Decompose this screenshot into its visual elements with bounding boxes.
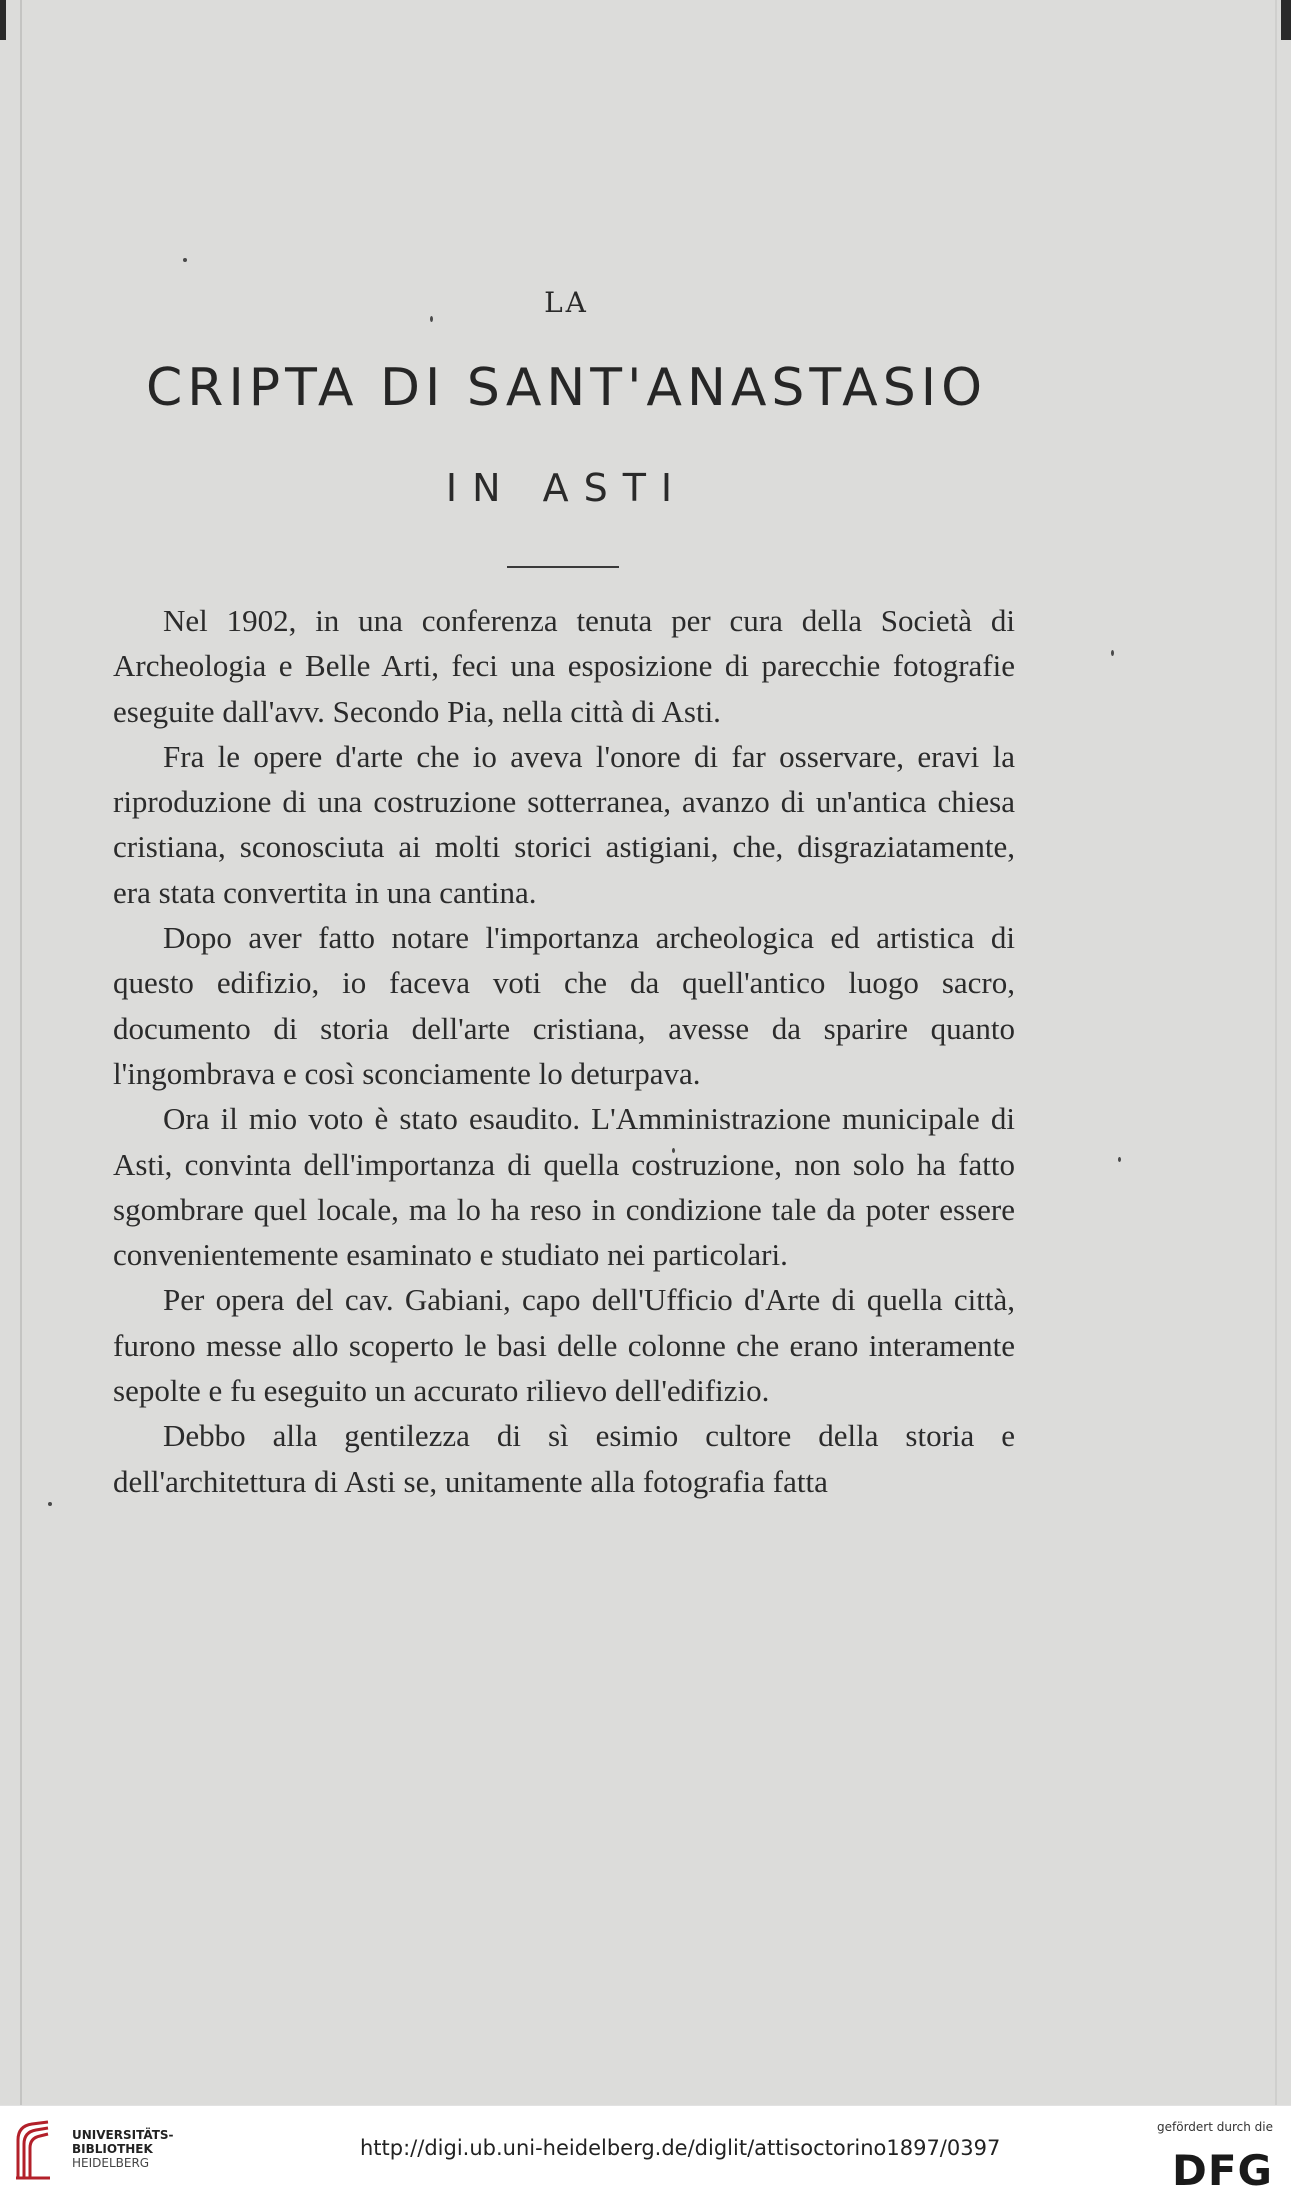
library-name-line: BIBLIOTHEK	[72, 2142, 153, 2156]
paper-speck	[1118, 1157, 1121, 1162]
permalink[interactable]: http://digi.ub.uni-heidelberg.de/diglit/attisoctorino1897/0397	[360, 2136, 1001, 2160]
paragraph: Fra le opere d'arte che io aveva l'onore di far osservare, eravi la riproduzione di una costruzione sotterranea, avanzo di un'antica chiesa cristiana, sconosciuta ai molti storici astigiani, che, disgraziatamente, era stata convertita in una cantina.	[113, 738, 1015, 910]
scan-corner-left	[0, 0, 6, 40]
library-name	[72, 2128, 174, 2170]
paragraph: Nel 1902, in una conferenza tenuta per cura della Società di Archeologia e Belle Arti, feci una esposizione di parecchie fotografie eseguite dall'avv. Secondo Pia, nella città di Asti.	[113, 603, 1015, 729]
scan-corner-right	[1281, 0, 1291, 40]
paper-speck	[1111, 650, 1114, 656]
paper-speck	[183, 258, 187, 262]
body-text	[113, 598, 1015, 1504]
funder-caption: gefördert durch die	[1157, 2120, 1273, 2134]
paragraph: Per opera del cav. Gabiani, capo dell'Ufficio d'Arte di quella città, furono messe allo scoperto le basi delle colonne che erano interamente sepolte e fu eseguito un accurato rilievo dell'edifizio.	[113, 1282, 1015, 1409]
pre-title: LA	[544, 286, 589, 319]
dfg-logo: DFG	[1171, 2146, 1273, 2195]
page-title: CRIPTA DI SANT'ANASTASIO	[146, 358, 987, 418]
paragraph: Debbo alla gentilezza di sì esimio cultore della storia e dell'architettura di Asti se, unitamente alla fotografia fatta	[113, 1418, 1015, 1499]
page-edge-shadow	[1275, 0, 1277, 2105]
page-subtitle: IN ASTI	[445, 466, 688, 510]
paragraph: Ora il mio voto è stato esaudito. L'Amministrazione municipale di Asti, convinta dell'importanza di quella costruzione, non solo ha fatto sgombrare quel locale, ma lo ha reso in condizione tale da poter essere convenientemente esaminato e studiato nei particolari.	[113, 1101, 1015, 1273]
library-logo-icon	[14, 2118, 54, 2182]
library-name-line: UNIVERSITÄTS-	[72, 2128, 174, 2142]
paragraph: Dopo aver fatto notare l'importanza archeologica ed artistica di questo edifizio, io faceva voti che da quell'antico luogo sacro, documento di storia dell'arte cristiana, avesse da sparire quanto l'ingombrava e così sconciamente lo deturpava.	[113, 920, 1015, 1091]
paper-speck	[48, 1502, 52, 1506]
library-name-line: HEIDELBERG	[72, 2156, 150, 2170]
title-divider	[507, 566, 619, 568]
